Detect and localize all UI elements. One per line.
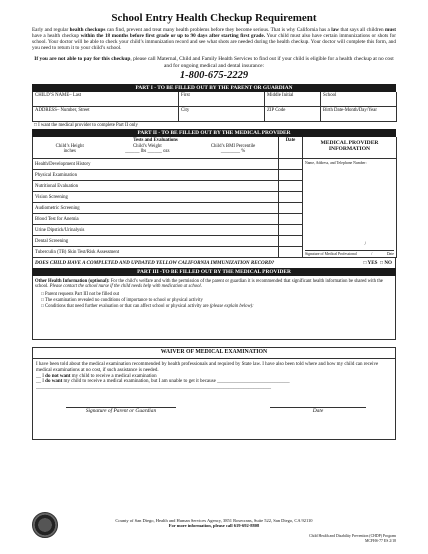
footer xyxy=(32,512,396,543)
date-cell[interactable] xyxy=(279,203,303,214)
child-last-name-field[interactable]: CHILD’S NAME– Last xyxy=(33,92,179,107)
tests-header xyxy=(33,137,279,159)
test-row: Health/Development History xyxy=(33,159,279,170)
part-3-section xyxy=(32,268,396,340)
payment-lead: If you are not able to pay for this checkup xyxy=(34,56,131,63)
part-1-header: PART I - TO BE FILLED OUT BY THE PARENT OR GUARDIAN xyxy=(32,84,396,92)
provider-info-box[interactable] xyxy=(303,159,397,258)
signature-separator: / xyxy=(371,251,373,256)
date-header: Date xyxy=(279,137,303,159)
height-unit: inches xyxy=(63,149,76,155)
city-field[interactable]: City xyxy=(179,107,265,122)
bmi-header[interactable] xyxy=(211,144,256,155)
payment-text: , please call Maternal, Child and Family Health Services to find out if your child is eligible for a health checkup at no cost and for ongoing medical and dental insurance: xyxy=(130,56,394,69)
school-field[interactable]: School xyxy=(321,92,397,107)
waiver-option-text: my child to receive a medical examination, but I am unable to get it because _____________________________ xyxy=(62,379,290,385)
test-row: Dental Screening xyxy=(33,236,279,247)
provider-signature-line xyxy=(305,250,394,256)
address-field[interactable]: ADDRESS– Number, Street xyxy=(33,107,179,122)
measurement-headers xyxy=(35,144,276,155)
bmi-label: Child’s BMI Percentile xyxy=(210,143,256,149)
test-row: Vision Screening xyxy=(33,192,279,203)
page-title: School Entry Health Checkup Requirement xyxy=(111,12,317,24)
other-health-info-box[interactable] xyxy=(32,276,396,340)
intro-text: can find, prevent and treat many health problems before they become serious. That is why California has a xyxy=(105,27,332,33)
conditions-checkbox[interactable] xyxy=(41,304,393,309)
part-1-section xyxy=(32,84,396,129)
middle-initial-field[interactable]: Middle Initial xyxy=(265,92,321,107)
waiver-option-bold: do not want xyxy=(45,373,71,379)
date-cell[interactable] xyxy=(279,236,303,247)
form-code: MCFHS-77 ES 2/18 xyxy=(364,538,396,543)
weight-unit: ______ lbs ______ ozs xyxy=(125,149,170,155)
part-3-not-filled-checkbox[interactable]: □ Parent requests Part III not be filled out xyxy=(41,291,120,297)
payment-info xyxy=(32,56,396,68)
date-cell[interactable] xyxy=(279,170,303,181)
conditions-explain-note: (please explain below): xyxy=(209,304,254,310)
date-cell[interactable] xyxy=(279,247,303,258)
date-cell[interactable] xyxy=(279,159,303,170)
bmi-unit: ________ % xyxy=(220,149,246,155)
part-2-only-checkbox[interactable]: □ I want the medical provider to complete Part II only xyxy=(34,122,138,128)
waiver-blank: __ I xyxy=(36,373,46,379)
footer-right xyxy=(309,534,396,543)
county-seal-icon xyxy=(32,512,58,538)
date-cell[interactable] xyxy=(279,225,303,236)
intro-text: Early and regular xyxy=(32,27,70,33)
immunization-question-text: DOES CHILD HAVE A COMPLETED AND UPDATED YELLOW CALIFORNIA IMMUNIZATION RECORD? xyxy=(35,259,275,266)
birth-date-field[interactable]: Birth Date-Month/Day/Year xyxy=(321,107,397,122)
conditions-text: □ Conditions that need further evaluation or that can affect school or physical activity are xyxy=(41,304,210,310)
other-health-info-text xyxy=(35,279,393,290)
waiver-text: I have been told about the medical examination recommended by health professionals and required by State law. I have also been told where and how my child can receive medical examinations at no cost, if such assistance is needed. xyxy=(36,361,379,373)
part-2-section xyxy=(32,129,396,268)
intro-text: Your child must also have certain immunizations or shots for school. Your doctor will be able to check your child’s immunization record and see what shots are needed during the health checkup. Your doctor will complete this form, and you need to return it to your child’s school. xyxy=(32,33,396,52)
zip-code-field[interactable]: ZIP Code xyxy=(265,107,321,122)
date-cell[interactable] xyxy=(279,214,303,225)
intro-bold: must xyxy=(385,27,396,33)
height-label: Child’s Height xyxy=(55,143,84,149)
yes-checkbox[interactable]: □ YES xyxy=(363,259,378,266)
program-name: Child Health and Disability Prevention (CHDP) Program xyxy=(309,534,396,538)
waiver-blank: __ I xyxy=(36,379,46,385)
child-first-name-field[interactable]: First xyxy=(179,92,265,107)
waiver-date-line[interactable]: Date xyxy=(270,407,366,415)
intro-text: that says all children xyxy=(339,27,386,33)
parent-info-grid xyxy=(32,92,396,122)
test-row: Audiometric Screening xyxy=(33,203,279,214)
height-header[interactable] xyxy=(56,144,84,155)
waiver-reason-line[interactable]: ______________________________________________________________________________________________ xyxy=(36,385,271,391)
test-row: Blood Test for Anemia xyxy=(33,214,279,225)
tests-list xyxy=(33,159,279,258)
weight-label: Child’s Weight xyxy=(132,143,162,149)
date-cell[interactable] xyxy=(279,181,303,192)
other-health-info-title: Other Health Information (optional): xyxy=(35,278,110,284)
test-row: Tuberculin (TB) Skin Test/Risk Assessment xyxy=(33,247,279,258)
other-health-info-note: Please contact the school nurse if the child needs help with medication at school. xyxy=(49,284,202,290)
provider-address-label: Name, Address, and Telephone Number: xyxy=(305,160,367,165)
no-checkbox[interactable]: □ NO xyxy=(380,259,392,266)
intro-bold: within the 18 months before first grade or up to 90 days after starting first grade. xyxy=(80,33,266,40)
signature-label: Signature of Medical Professional xyxy=(305,251,357,256)
yes-no-options xyxy=(363,258,395,268)
date-cell[interactable] xyxy=(279,192,303,203)
part-2-body xyxy=(32,159,396,258)
parent-signature-line[interactable]: Signature of Parent or Guardian xyxy=(66,407,176,415)
intro-bold: law xyxy=(331,27,340,33)
immunization-question xyxy=(32,258,396,268)
signature-date-label: Date xyxy=(386,251,394,256)
waiver-section xyxy=(32,347,396,440)
intro-text: have a health checkup xyxy=(32,33,81,40)
provider-info-header: MEDICAL PROVIDER INFORMATION xyxy=(303,137,397,159)
phone-number: 1-800-675-2229 xyxy=(179,69,249,81)
waiver-option-text: my child to receive a medical examination xyxy=(70,373,157,379)
other-health-info-body: For the child’s welfare and with the permission of the parent or guardian it is recommended that significant health information be shared with the school. xyxy=(35,278,383,290)
test-row: Urine Dipstick/Urinalysis xyxy=(33,225,279,236)
more-info-phone: For more information, please call 619-692-8808 xyxy=(168,523,260,529)
part-2-column-headers xyxy=(32,137,396,159)
signature-slash: / xyxy=(364,241,366,247)
date-column xyxy=(279,159,303,258)
part-2-header: PART II - TO BE FILLED OUT BY THE MEDICAL PROVIDER xyxy=(32,129,396,137)
no-conditions-checkbox[interactable]: □ The examination revealed no conditions of importance to school or physical activity xyxy=(41,298,203,303)
intro-bold: health checkups xyxy=(69,27,106,33)
test-row: Physical Examination xyxy=(33,170,279,181)
tests-title: Tests and Evaluations xyxy=(133,137,178,143)
test-row: Nutritional Evaluation xyxy=(33,181,279,192)
agency-address: County of San Diego, Health and Human Services Agency, 3851 Rosecrans, Suite 522, San Diego, CA 92110 xyxy=(115,518,313,523)
part-3-header: PART III -TO BE FILLED OUT BY THE MEDICAL PROVIDER xyxy=(32,268,396,276)
waiver-signature-row xyxy=(36,407,392,415)
intro-paragraph xyxy=(32,27,396,51)
weight-header[interactable] xyxy=(125,144,169,155)
waiver-title: WAIVER OF MEDICAL EXAMINATION xyxy=(33,348,395,359)
waiver-option-bold: do want xyxy=(45,379,63,385)
footer-center xyxy=(32,512,396,529)
